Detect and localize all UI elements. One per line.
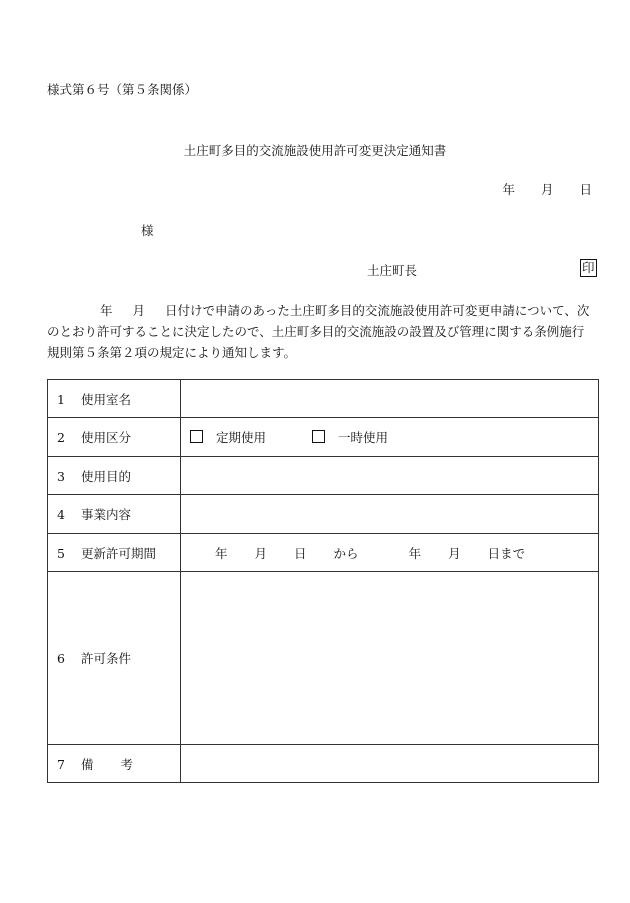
event-content-field[interactable]: [181, 495, 599, 534]
regular-use-label: 定期使用: [216, 430, 267, 445]
seal-mark: 印: [582, 260, 595, 275]
table-row: [48, 745, 599, 783]
row-label: 1 使用室名: [48, 380, 181, 418]
body-year: 年: [100, 303, 113, 318]
date-month: 月: [540, 182, 554, 197]
form-number: 様式第６号（第５条関係）: [47, 82, 198, 97]
issuer-name: 土庄町長: [367, 263, 418, 278]
table-row: [48, 534, 599, 572]
body-text: 日付けで申請のあった土庄町多目的交流施設使用許可変更申請について、次のとおり許可することに決定したので、土庄町多目的交流施設の設置及び管理に関する条例施行規則第５条第２項の規定により通知します。: [47, 303, 590, 360]
row-label: 7 備 考: [48, 745, 181, 783]
body-month: 月: [132, 303, 146, 318]
addressee-suffix: 様: [141, 223, 154, 238]
table-row: [48, 418, 599, 457]
temporary-use-label: 一時使用: [338, 430, 389, 445]
table-row: [48, 572, 599, 745]
purpose-field[interactable]: [181, 457, 599, 495]
regular-use-checkbox[interactable]: [190, 430, 203, 443]
room-name-field[interactable]: [181, 380, 599, 418]
table-row: [48, 380, 599, 418]
notice-body: [47, 300, 595, 363]
row-label: 5 更新許可期間: [48, 534, 181, 572]
usage-category-field: [181, 418, 599, 457]
document-title: 土庄町多目的交流施設使用許可変更決定通知書: [183, 143, 447, 158]
table-row: [48, 457, 599, 495]
renewal-period-field[interactable]: 年 月 日 から 年 月 日まで: [181, 534, 599, 572]
remarks-field[interactable]: [181, 745, 599, 783]
row-label: 6 許可条件: [48, 572, 181, 745]
table-row: [48, 495, 599, 534]
temporary-use-checkbox[interactable]: [312, 430, 325, 443]
row-label: 2 使用区分: [48, 418, 181, 457]
conditions-field[interactable]: [181, 572, 599, 745]
date-day: 日: [579, 182, 592, 197]
row-label: 4 事業内容: [48, 495, 181, 534]
date-year: 年: [502, 182, 515, 197]
issue-date: [480, 180, 592, 198]
row-label: 3 使用目的: [48, 457, 181, 495]
notice-table: [47, 379, 599, 783]
